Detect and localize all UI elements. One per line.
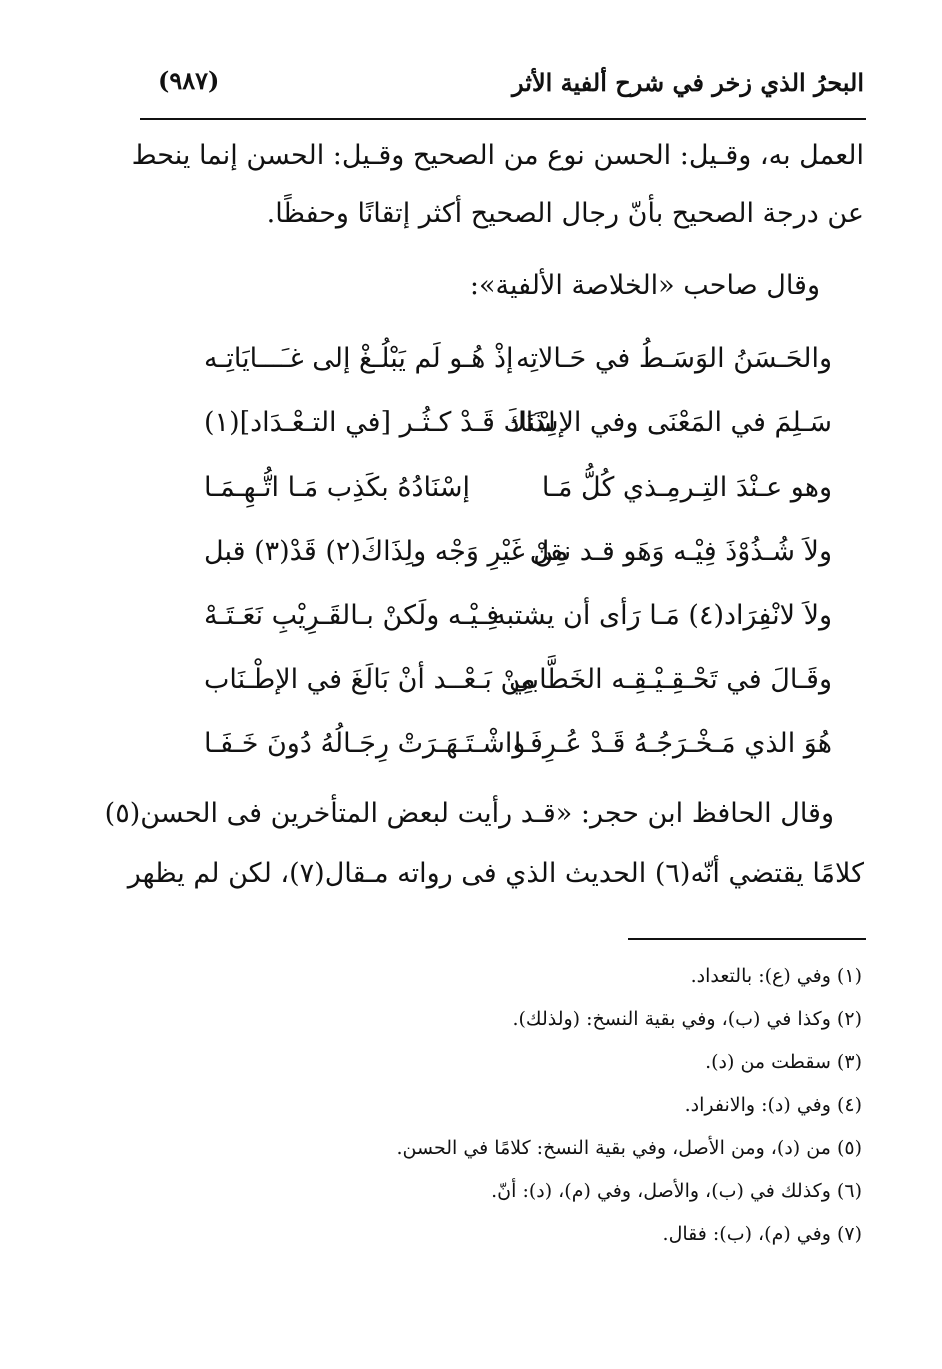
running-title: البحرُ الذي زخر في شرح ألفية الأثر bbox=[512, 68, 864, 97]
paragraph-line: عن درجة الصحيح بأنّ رجال الصحيح أكثر إتقانًا وحفظًا. bbox=[266, 198, 864, 229]
verse-line bbox=[160, 343, 870, 393]
footnote: (١) وفي (ع): بالتعداد. bbox=[690, 965, 862, 987]
page-number: (٩٨٧) bbox=[158, 66, 220, 95]
verse-first-hemistich: وهو عـنْدَ التِـرمِـذي كُلُّ مَـا bbox=[541, 472, 832, 503]
verse-second-hemistich: مِنْ بَـعْــد أنْ بَالَغَ في الإطْـنَاب bbox=[204, 664, 536, 695]
verse-line bbox=[160, 472, 870, 522]
verse-line bbox=[160, 536, 870, 586]
footnote: (٥) من (د)، ومن الأصل، وفي بقية النسخ: كلامًا في الحسن. bbox=[396, 1137, 862, 1159]
verse-line bbox=[160, 407, 870, 457]
verse-second-hemistich: إسْنَادُهُ بكَذِب مَـا اتُّـهِـمَـا bbox=[204, 472, 471, 503]
verse-second-hemistich: إذْ هُـو لَم يَبْلُـغْ إلى غـَـــايَاتِـه bbox=[204, 343, 514, 374]
verse-second-hemistich: فِـيْـه ولَكنْ بـالقَـرِيْبِ نَعَـتَـهْ bbox=[204, 600, 500, 631]
footnote: (٦) وكذلك في (ب)، والأصل، وفي (م)، (د): أنّ. bbox=[491, 1180, 862, 1202]
paragraph-line: وقال الحافظ ابن حجر: «قـد رأيت لبعض المتأخرين فى الحسن(٥) bbox=[104, 798, 834, 829]
verse-first-hemistich: والحَـسَنُ الوَسَـطُ في حَـالاتِه bbox=[516, 343, 832, 374]
header-divider bbox=[140, 118, 866, 120]
verse-second-hemistich: واشْـتَـهَـرَتْ رِجَـالُهُ دُونَ خَـفَـا bbox=[204, 728, 526, 759]
verse-first-hemistich: ولاَ شُـذُوْذَ فِيْـه وَهَو قـد نقل bbox=[529, 536, 832, 567]
footnote: (٣) سقطت من (د). bbox=[705, 1051, 862, 1073]
verse-line bbox=[160, 728, 870, 778]
verse-first-hemistich: ولاَ لانْفِرَاد(٤) مَـا رَأى أن يشتبه bbox=[492, 600, 832, 631]
verse-line bbox=[160, 600, 870, 650]
footnote: (٧) وفي (م)، (ب): فقال. bbox=[662, 1223, 862, 1245]
verse-second-hemistich: لِذَاكَ قَـدْ كـثُـر [في التـعْـدَاد](١) bbox=[204, 407, 556, 438]
verse-first-hemistich: هُوَ الذي مَـخْـرَجُـهُ قَـدْ عُـرِفَـا bbox=[513, 728, 832, 759]
verse-first-hemistich: وقَـالَ في تَحْـقِـيْـقِـه الخَطَّابي bbox=[509, 664, 832, 695]
footnote: (٤) وفي (د): والانفراد. bbox=[684, 1094, 862, 1116]
verse-intro: وقال صاحب «الخلاصة الألفية»: bbox=[469, 270, 820, 301]
paragraph-line: العمل به، وقـيل: الحسن نوع من الصحيح وقـيل: الحسن إنما ينحط bbox=[131, 140, 864, 171]
footnote-divider bbox=[628, 938, 866, 940]
footnote: (٢) وكذا في (ب)، وفي بقية النسخ: (ولذلك). bbox=[512, 1008, 862, 1030]
verse-first-hemistich: سَـلِمَ في المَعْنَى وفي الإسْنَاد bbox=[507, 407, 832, 438]
paragraph-line: كلامًا يقتضي أنّه(٦) الحديث الذي فى رواته مـقال(٧)، لكن لم يظهر bbox=[127, 858, 864, 889]
verse-line bbox=[160, 664, 870, 714]
verse-second-hemistich: مِنْ غَيْرِ وَجْه ولِذَاكَ(٢) قَدْ(٣) قبل bbox=[204, 536, 569, 567]
